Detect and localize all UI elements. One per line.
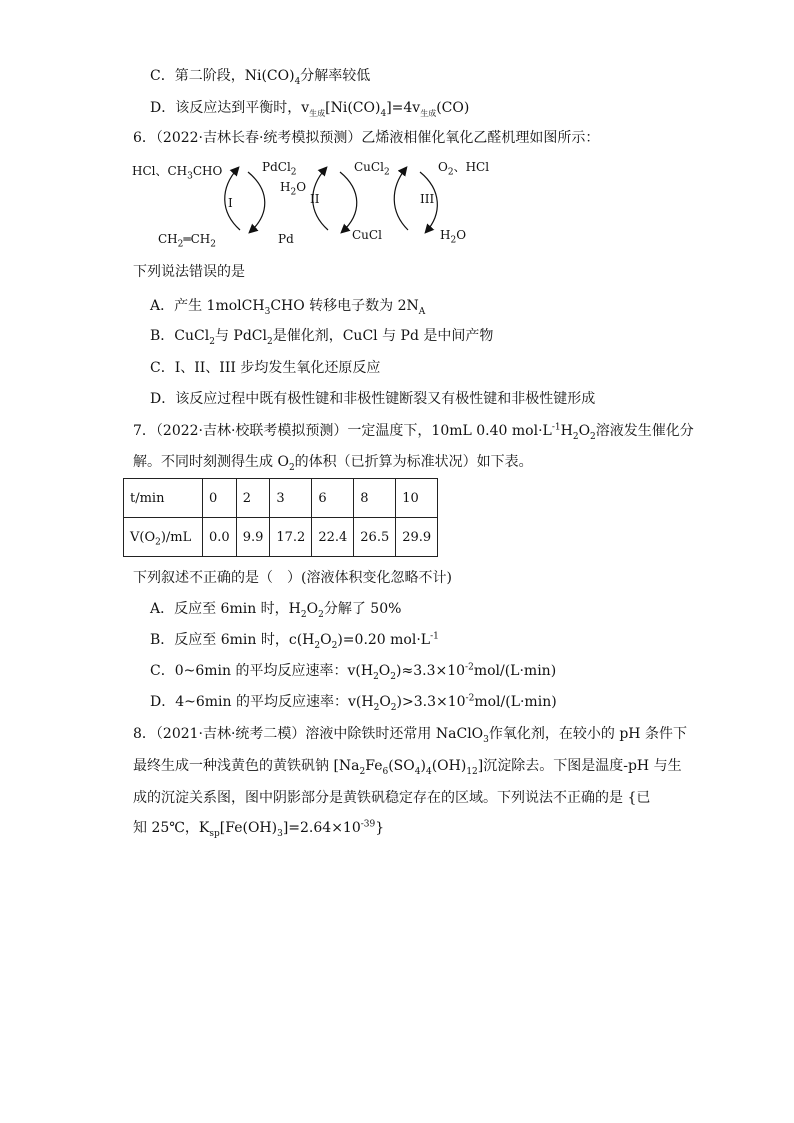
text: -2 <box>465 662 474 673</box>
arrow-step1-in <box>248 172 265 232</box>
table-cell: 10 <box>396 479 438 518</box>
q5-option-c <box>150 66 370 86</box>
text: A．产生 1molCH <box>150 298 265 314</box>
text: 2 <box>210 239 216 250</box>
table-header-time: t/min <box>124 479 203 518</box>
text: 2 <box>155 537 161 548</box>
text: )/mL <box>160 529 192 545</box>
text: 知 25℃，K <box>133 820 210 836</box>
text: -1 <box>430 631 439 642</box>
text: 2 <box>290 187 297 198</box>
q7-data-table <box>123 478 438 557</box>
catalytic-cycle-diagram <box>128 152 508 252</box>
table-row-volume <box>124 518 438 557</box>
text: 2 <box>390 702 397 713</box>
text: 4 <box>425 766 432 777</box>
text: 2 <box>288 462 295 473</box>
text: ═CH <box>183 232 211 246</box>
q5-option-d <box>150 98 469 118</box>
table-cell: 6 <box>312 479 354 518</box>
text: CHO <box>192 164 223 178</box>
text: H <box>440 228 451 242</box>
text: (OH) <box>431 758 467 774</box>
label-cucl2 <box>354 160 390 178</box>
text: 2 <box>373 702 380 713</box>
text: mol/(L·min) <box>473 663 557 679</box>
q7-prompt: 下列叙述不正确的是（ ）(溶液体积变化忽略不计) <box>133 570 452 586</box>
q8-stem-line2 <box>133 756 682 776</box>
label-cucl: CuCl <box>352 228 382 242</box>
text: 2 <box>572 431 579 442</box>
text: )>3.3×10 <box>396 694 466 710</box>
q6-option-d: D．该反应过程中既有极性键和非极性键断裂又有极性键和非极性键形成 <box>150 391 596 407</box>
text: O <box>378 663 391 679</box>
text: 4 <box>414 766 421 777</box>
q8-stem-line1 <box>133 724 687 744</box>
label-pdcl2 <box>262 160 297 178</box>
text: 3 <box>264 306 271 317</box>
text: H <box>560 423 573 439</box>
table-cell: 8 <box>354 479 396 518</box>
table-row-time <box>124 479 438 518</box>
text: O <box>438 160 448 174</box>
text: O <box>379 694 391 710</box>
text: PdCl <box>262 160 291 174</box>
text: D．该反应达到平衡时，v <box>150 100 310 116</box>
text: HCl、CH <box>132 164 188 178</box>
text: 2 <box>590 431 596 442</box>
q7-option-d <box>150 692 557 712</box>
label-ethylene <box>158 232 216 250</box>
arrow-step3-left <box>394 168 408 230</box>
table-cell: 0.0 <box>203 518 237 557</box>
text: 分解率较低 <box>300 68 371 84</box>
q7-stem-line2 <box>133 452 533 472</box>
text: 生成 <box>420 108 437 118</box>
text: ]=2.64×10 <box>282 820 361 836</box>
text: 2 <box>450 235 457 246</box>
text: 2 <box>314 640 321 651</box>
text: 12 <box>466 766 478 777</box>
text: 、HCl <box>453 160 490 174</box>
text: 7．（2022·吉林·校联考模拟预测）一定温度下，10mL 0.40 mol·L <box>133 423 552 439</box>
text: 2 <box>290 167 297 178</box>
text: -2 <box>465 693 475 704</box>
text: D．4~6min 的平均反应速率：v(H <box>150 694 374 710</box>
text: 与 PdCl <box>214 328 267 344</box>
text: 2 <box>383 167 390 178</box>
text: 3 <box>277 828 283 839</box>
text: A．反应至 6min 时，H <box>150 601 301 617</box>
label-o2-hcl <box>438 160 490 178</box>
text: 的体积（已折算为标准状况）如下表。 <box>294 454 533 470</box>
text: 2 <box>209 336 215 347</box>
text: O <box>320 632 332 648</box>
text: Fe <box>365 758 383 774</box>
text: 3 <box>187 171 193 182</box>
q6-stem: 6．（2022·吉林长春·统考模拟预测）乙烯液相催化氧化乙醛机理如图所示： <box>133 130 600 146</box>
text: (CO) <box>436 100 470 116</box>
text: -39 <box>360 819 376 830</box>
text: 8．（2021·吉林·统考二模）溶液中除铁时还常用 NaClO <box>133 726 484 742</box>
text: CH <box>158 232 178 246</box>
text: ) <box>420 758 426 774</box>
text: (SO <box>388 758 415 774</box>
text: C．第二阶段，Ni(CO) <box>150 68 295 84</box>
text: [Fe(OH) <box>219 820 278 836</box>
table-cell: 2 <box>236 479 270 518</box>
q7-option-a <box>150 599 401 619</box>
table-cell: 22.4 <box>312 518 354 557</box>
text: 解。不同时刻测得生成 O <box>133 454 289 470</box>
table-cell: 0 <box>203 479 237 518</box>
text: 分解了 50% <box>323 601 402 617</box>
text: 生成 <box>309 108 326 118</box>
label-step-3: III <box>420 192 435 206</box>
text: 6 <box>382 766 389 777</box>
text: O <box>306 601 319 617</box>
label-h2o-bottom <box>440 228 467 246</box>
text: 2 <box>390 671 397 682</box>
text: 最终生成一种浅黄色的黄铁矾钠 [Na <box>133 758 360 774</box>
text: O <box>296 180 307 194</box>
text: B．反应至 6min 时，c(H <box>150 632 315 648</box>
text: 2 <box>266 336 273 347</box>
q7-option-b <box>150 630 439 650</box>
table-header-volume <box>124 518 203 557</box>
text: sp <box>209 828 220 839</box>
text: 4 <box>380 108 387 119</box>
text: C．0~6min 的平均反应速率：v(H <box>150 663 374 679</box>
q6-option-c: C．I、II、III 步均发生氧化还原反应 <box>150 360 381 376</box>
table-cell: 9.9 <box>236 518 270 557</box>
text: -1 <box>551 422 561 433</box>
text: V(O <box>130 529 156 545</box>
label-hcl-ch3cho <box>132 164 223 182</box>
text: H <box>280 180 291 194</box>
text: } <box>375 820 385 836</box>
table-cell: 17.2 <box>270 518 312 557</box>
text: mol/(L·min) <box>474 694 557 710</box>
label-step-2: II <box>310 192 320 206</box>
text: CuCl <box>354 160 384 174</box>
text: O <box>578 423 591 439</box>
q7-stem-line1 <box>133 421 694 441</box>
text: 2 <box>331 640 338 651</box>
text: ]沉淀除去。下图是温度-pH 与生 <box>477 758 682 774</box>
text: ]=4v <box>386 100 421 116</box>
text: A <box>418 306 426 317</box>
label-step-1: I <box>228 196 233 210</box>
text: 3 <box>483 734 489 745</box>
text: CHO 转移电子数为 2N <box>270 298 419 314</box>
text: )=0.20 mol·L <box>337 632 431 648</box>
text: 作氧化剂，在较小的 pH 条件下 <box>488 726 687 742</box>
q7-option-c <box>150 661 556 681</box>
text: [Ni(CO) <box>325 100 381 116</box>
label-pd: Pd <box>278 232 294 246</box>
text: B．CuCl <box>150 328 210 344</box>
table-cell: 29.9 <box>396 518 438 557</box>
text: 2 <box>447 167 454 178</box>
text: 2 <box>359 766 366 777</box>
q6-option-a <box>150 296 425 316</box>
text: 4 <box>294 76 301 87</box>
table-cell: 3 <box>270 479 312 518</box>
text: )≈3.3×10 <box>396 663 466 679</box>
text: 2 <box>300 609 307 620</box>
text: 2 <box>318 609 324 620</box>
q6-prompt: 下列说法错误的是 <box>133 264 245 280</box>
text: 2 <box>373 671 379 682</box>
q8-stem-line3: 成的沉淀关系图，图中阴影部分是黄铁矾稳定存在的区域。下列说法不正确的是 {已 <box>133 790 651 806</box>
q6-option-b <box>150 326 493 346</box>
text: 溶液发生催化分 <box>595 423 694 439</box>
text: 2 <box>177 239 184 250</box>
text: 是催化剂，CuCl 与 Pd 是中间产物 <box>272 328 494 344</box>
arrow-step2-right <box>340 172 357 232</box>
q8-stem-line4 <box>133 818 384 838</box>
text: O <box>456 228 467 242</box>
label-h2o-top <box>280 180 307 198</box>
table-cell: 26.5 <box>354 518 396 557</box>
